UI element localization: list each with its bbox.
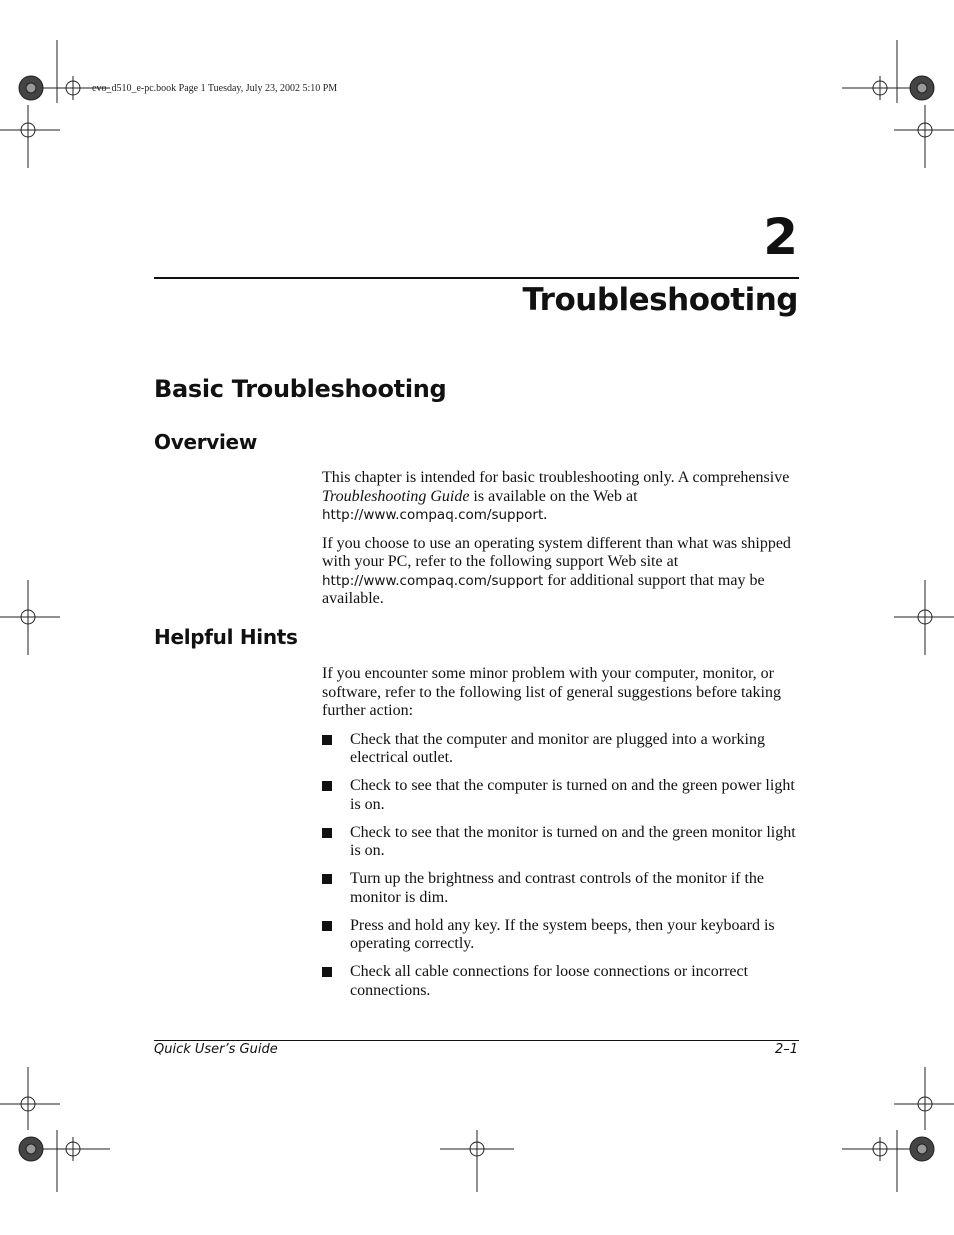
hint-text: Check to see that the monitor is turned on and the green monitor light is on.	[350, 823, 796, 859]
hint-text: Check to see that the computer is turned on and the green power light is on.	[350, 777, 795, 813]
chapter-title: Troubleshooting	[522, 282, 798, 318]
hints-intro: If you encounter some minor problem with your computer, monitor, or software, refer to the following list of general suggestions before taking further action:	[322, 665, 781, 719]
chapter-rule	[154, 277, 799, 279]
support-link[interactable]: http://www.compaq.com/support	[322, 572, 544, 589]
helpful-hints-body	[322, 665, 802, 1010]
overview-heading: Overview	[154, 430, 258, 454]
overview-body	[322, 469, 802, 619]
chapter-number: 2	[763, 208, 798, 266]
hint-list-item	[322, 777, 802, 814]
print-header: evo_d510_e-pc.book Page 1 Tuesday, July 23, 2002 5:10 PM	[92, 83, 338, 94]
hint-list-item	[322, 870, 802, 907]
text: is available on the Web at	[469, 487, 638, 505]
hint-text: Check all cable connections for loose connections or incorrect connections.	[350, 963, 749, 999]
text: This chapter is intended for basic troubleshooting only. A comprehensive	[322, 469, 790, 486]
hint-text: Turn up the brightness and contrast controls of the monitor if the monitor is dim.	[350, 870, 765, 906]
page-number: 2–1	[774, 1042, 798, 1057]
hint-text: Press and hold any key. If the system beeps, then your keyboard is operating correctly.	[350, 916, 775, 952]
overview-paragraph-1	[322, 469, 802, 525]
bullet-square-icon	[322, 874, 332, 884]
text: If you choose to use an operating system different than what was shipped with your PC, refer to the following support Web site at	[322, 534, 791, 570]
bullet-square-icon	[322, 967, 332, 977]
guide-title: Troubleshooting Guide	[322, 487, 470, 505]
footer-title: Quick User’s Guide	[154, 1042, 278, 1057]
text: .	[543, 506, 548, 523]
hint-text: Check that the computer and monitor are plugged into a working electrical outlet.	[350, 730, 765, 766]
footer-rule	[154, 1040, 799, 1041]
section-heading: Basic Troubleshooting	[154, 375, 447, 403]
bullet-square-icon	[322, 828, 332, 838]
hint-list-item	[322, 731, 802, 768]
hint-list-item	[322, 824, 802, 861]
hint-list-item	[322, 917, 802, 954]
text: for additional support that may be available.	[322, 571, 765, 607]
overview-paragraph-2	[322, 535, 802, 609]
bullet-square-icon	[322, 781, 332, 791]
support-link[interactable]: http://www.compaq.com/support	[322, 507, 544, 523]
hint-list	[322, 731, 802, 1001]
bullet-square-icon	[322, 921, 332, 931]
helpful-hints-heading: Helpful Hints	[154, 625, 298, 649]
bullet-square-icon	[322, 735, 332, 745]
hint-list-item	[322, 963, 802, 1000]
